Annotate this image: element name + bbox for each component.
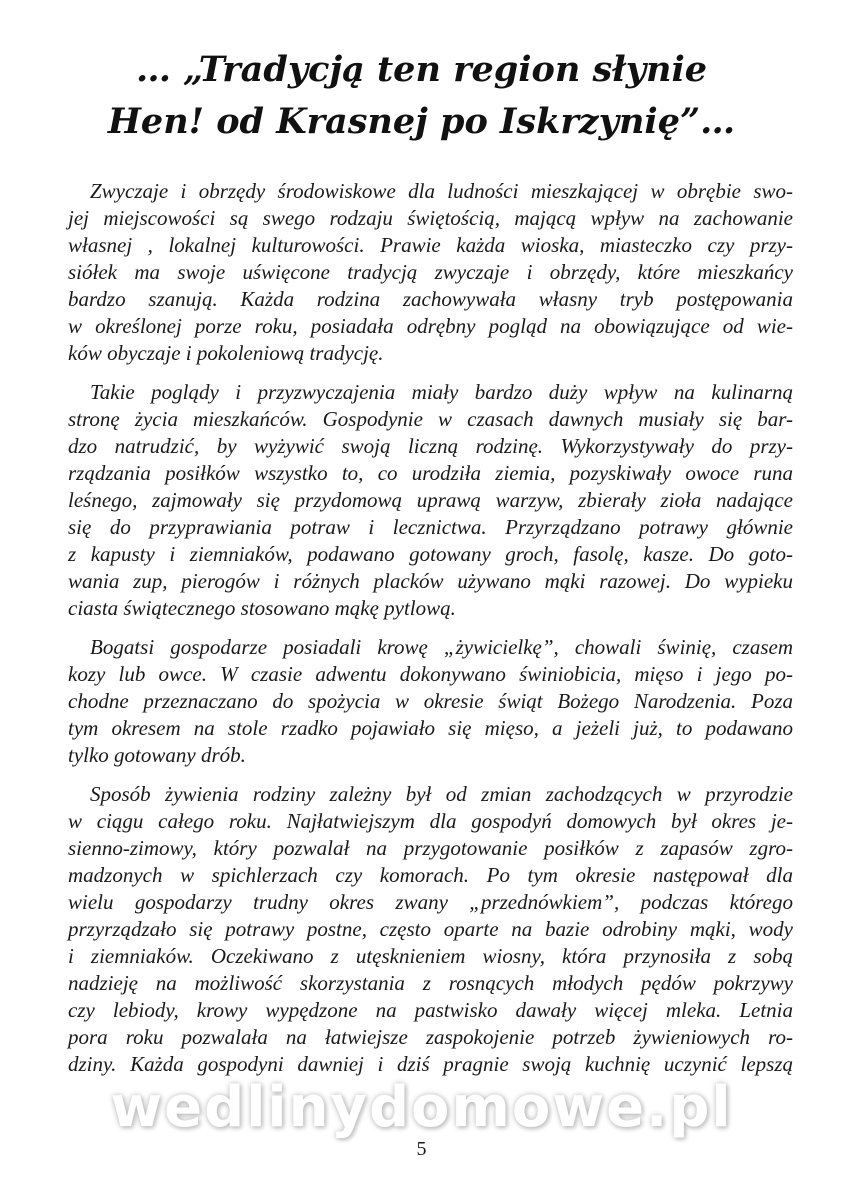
body-text — [68, 178, 793, 1078]
text-line: wielu gospodarzy trudny okres zwany „przednówkiem”, podczas którego — [68, 890, 793, 914]
text-line: madzonych w spichlerzach czy komorach. Po tym okresie następował dla — [68, 863, 793, 887]
text-line: ciasta świątecznego stosowano mąkę pytlową. — [68, 596, 456, 620]
text-line: ków obyczaje i pokoleniową tradycję. — [68, 341, 384, 365]
title-line: … „Tradycją ten region słynie — [135, 49, 708, 90]
text-line: dzo natrudzić, by wyżywić swoją liczną rodzinę. Wykorzystywały do przy- — [68, 434, 793, 458]
watermark: wedlinydomowe.pl — [110, 1075, 733, 1140]
text-line: bardzo szanują. Każda rodzina zachowywała własny tryb postępowania — [68, 287, 793, 311]
text-line: przyrządzało się potrawy postne, często oparte na bazie odrobiny mąki, wody — [68, 917, 793, 941]
text-line: Takie poglądy i przyzwyczajenia miały bardzo duży wpływ na kulinarną — [90, 380, 793, 404]
paragraph — [68, 379, 793, 622]
text-line: tym okresem na stole rzadko pojawiało się mięso, a jeżeli już, to podawano — [68, 716, 793, 740]
text-line: wania zup, pierogów i różnych placków używano mąki razowej. Do wypieku — [68, 569, 793, 593]
text-line: Sposób żywienia rodziny zależny był od zmian zachodzących w przyrodzie — [90, 782, 793, 806]
page-title — [0, 44, 843, 148]
text-line: się do przyprawiania potraw i lecznictwa. Przyrządzano potrawy głównie — [68, 515, 793, 539]
text-line: z kapusty i ziemniaków, podawano gotowany groch, fasolę, kasze. Do goto- — [68, 542, 793, 566]
title-line: Hen! od Krasnej po Iskrzynię”… — [107, 101, 736, 142]
text-line: dziny. Każda gospodyni dawniej i dziś pragnie swoją kuchnię uczynić lepszą — [68, 1052, 793, 1076]
text-line: rządzania posiłków wszystko to, co urodziła ziemia, pozyskiwały owoce runa — [68, 461, 793, 485]
text-line: własnej , lokalnej kulturowości. Prawie każda wioska, miasteczko czy przy- — [68, 233, 793, 257]
paragraph — [68, 634, 793, 769]
paragraph — [68, 178, 793, 367]
paragraph — [68, 781, 793, 1078]
text-line: kozy lub owce. W czasie adwentu dokonywano świniobicia, mięso i jego po- — [68, 662, 793, 686]
text-line: i ziemniaków. Oczekiwano z utęsknieniem wiosny, która przynosiła z sobą — [68, 944, 793, 968]
text-line: stronę życia mieszkańców. Gospodynie w czasach dawnych musiały się bar- — [68, 407, 793, 431]
text-line: w ciągu całego roku. Najłatwiejszym dla gospodyń domowych był okres je- — [68, 809, 793, 833]
text-line: w określonej porze roku, posiadała odrębny pogląd na obowiązujące od wie- — [68, 314, 793, 338]
page-number: 5 — [416, 1138, 427, 1160]
text-line: sienno-zimowy, który pozwalał na przygotowanie posiłków z zapasów zgro- — [68, 836, 793, 860]
text-line: Zwyczaje i obrzędy środowiskowe dla ludności mieszkającej w obrębie swo- — [90, 179, 793, 203]
text-line: siółek ma swoje uświęcone tradycją zwyczaje i obrzędy, które mieszkańcy — [68, 260, 793, 284]
text-line: pora roku pozwalała na łatwiejsze zaspokojenie potrzeb żywieniowych ro- — [68, 1025, 793, 1049]
text-line: Bogatsi gospodarze posiadali krowę „żywicielkę”, chowali świnię, czasem — [90, 635, 793, 659]
text-line: chodne przeznaczano do spożycia w okresie świąt Bożego Narodzenia. Poza — [68, 689, 793, 713]
text-line: tylko gotowany drób. — [68, 743, 246, 767]
text-line: leśnego, zajmowały się przydomową uprawą warzyw, zbierały zioła nadające — [68, 488, 793, 512]
text-line: nadzieję na możliwość skorzystania z rosnących młodych pędów pokrzywy — [68, 971, 793, 995]
text-line: jej miejscowości są swego rodzaju świętością, mającą wpływ na zachowanie — [68, 206, 793, 230]
text-line: czy lebiody, krowy wypędzone na pastwisko dawały więcej mleka. Letnia — [68, 998, 793, 1022]
